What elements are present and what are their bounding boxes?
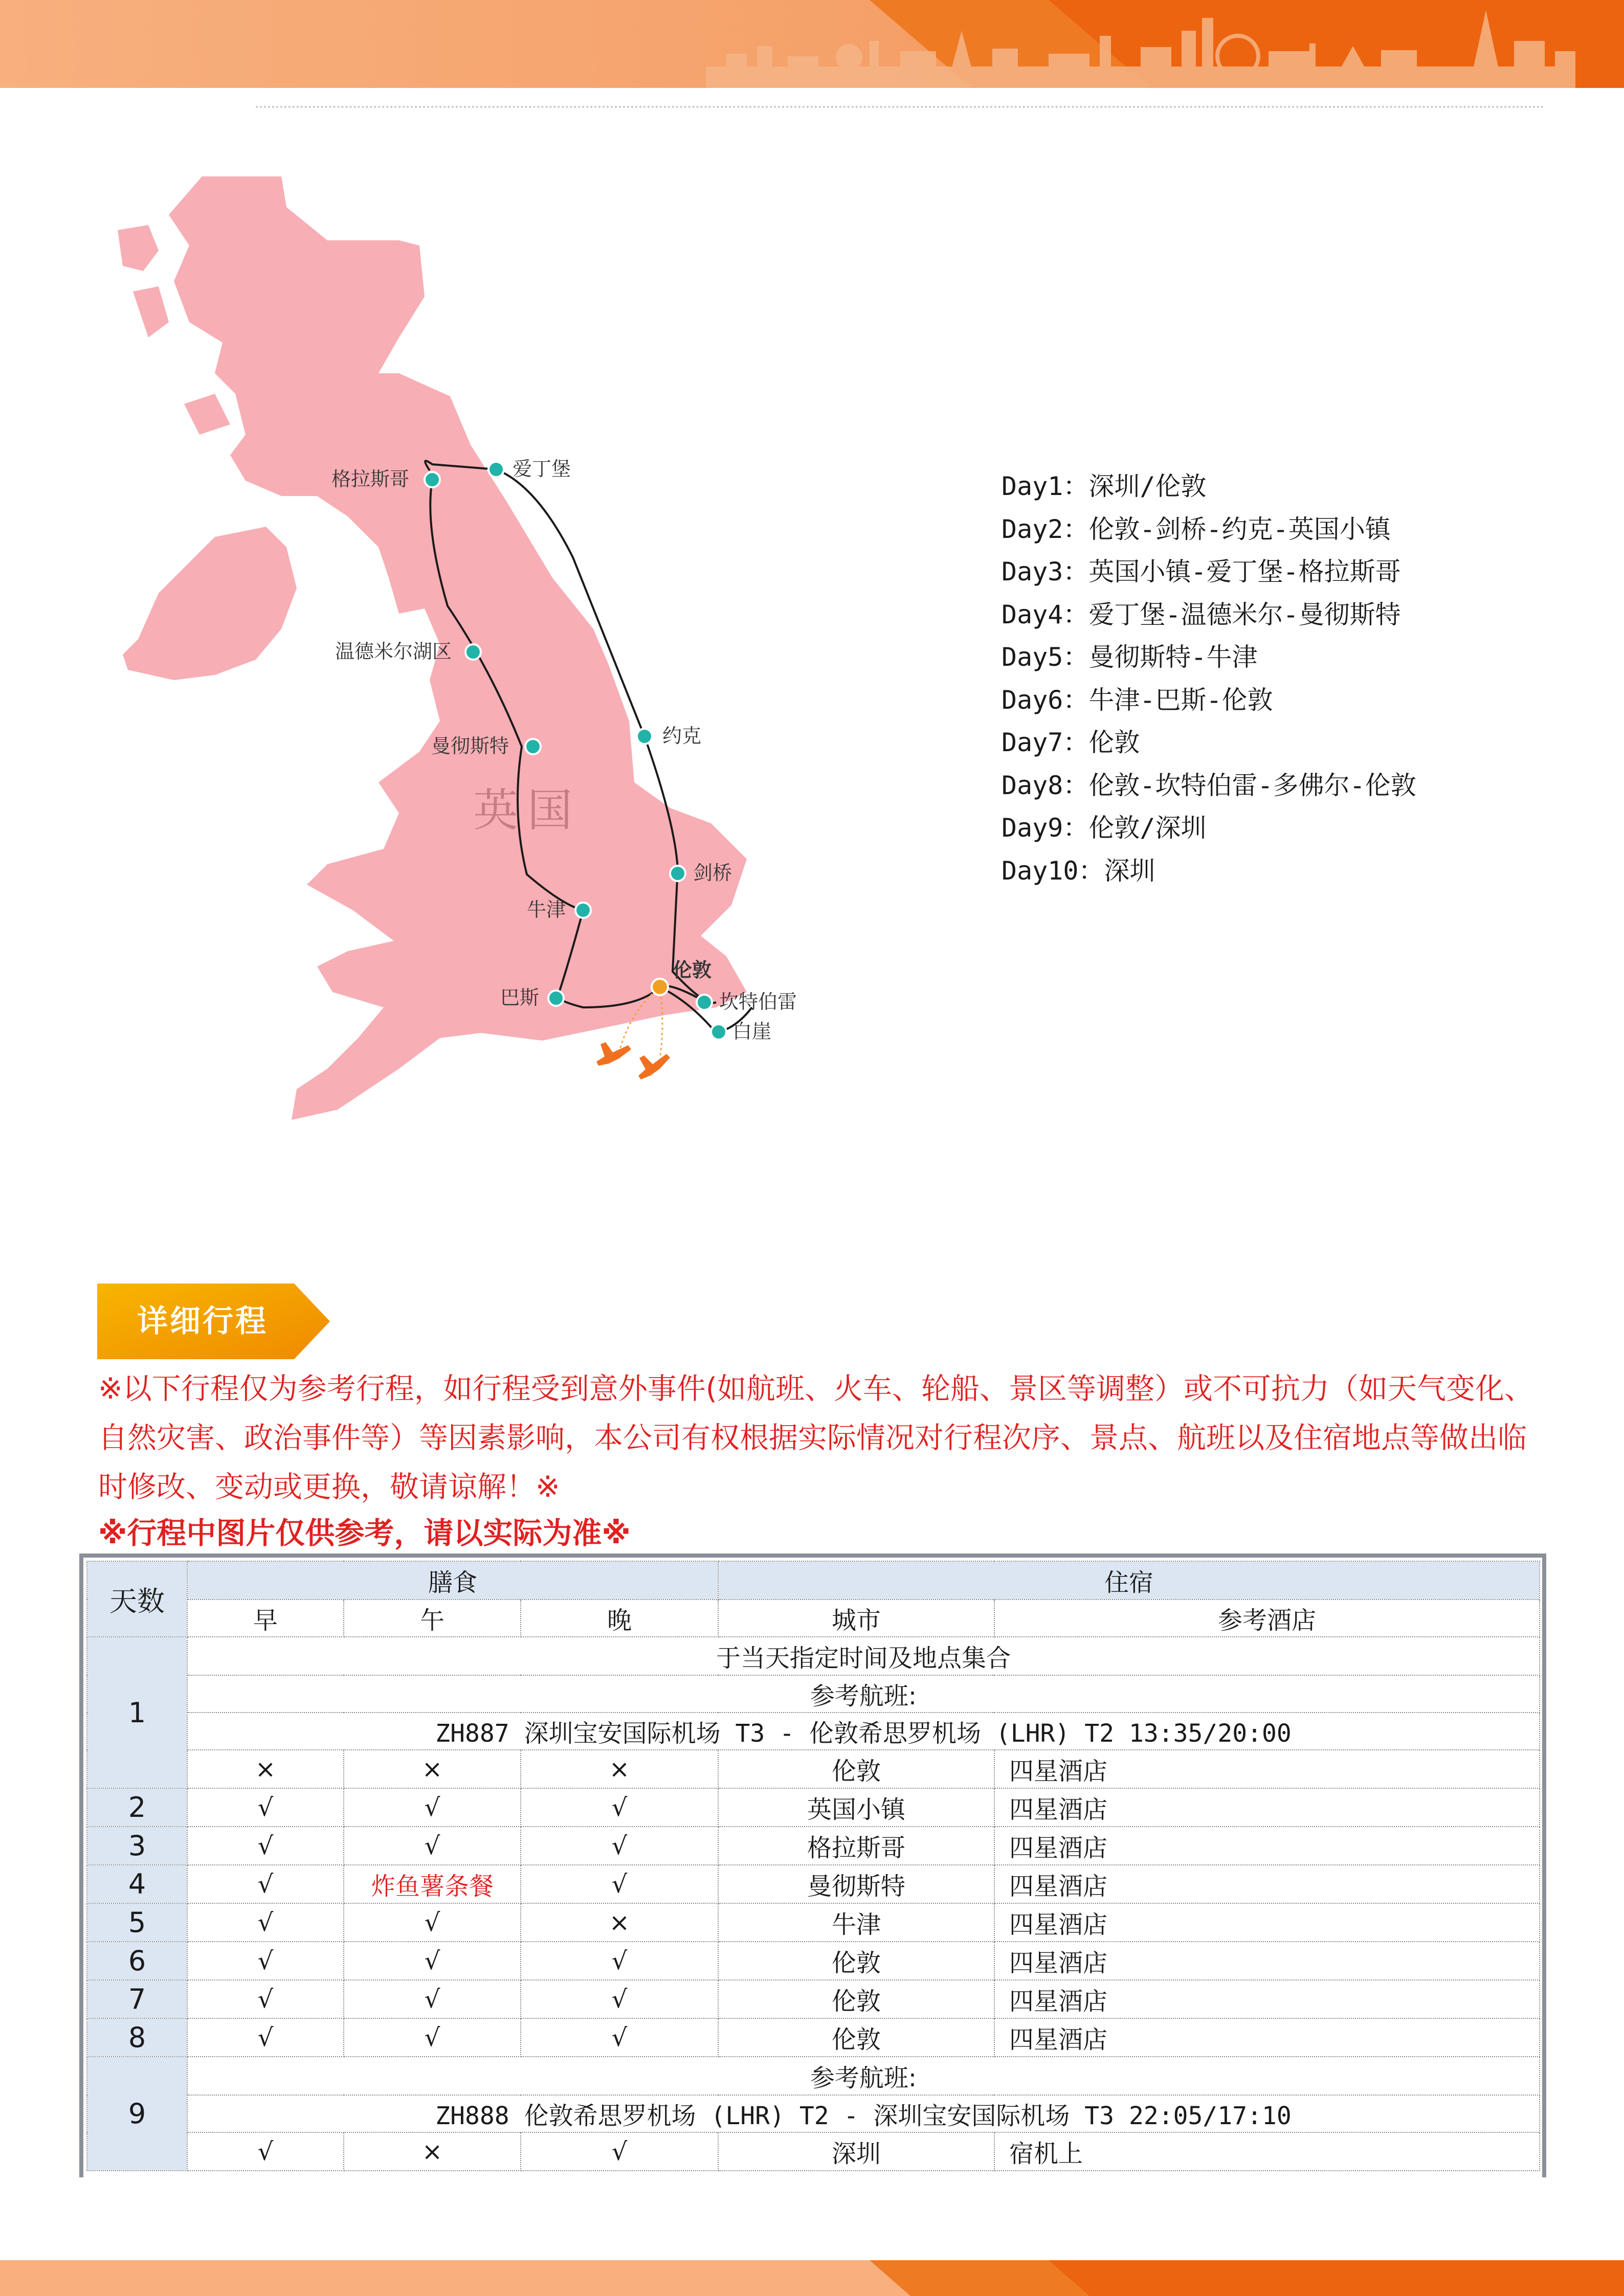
island-shape [184,394,230,435]
dinner-cell: √ [521,1942,718,1980]
breakfast-cell: √ [187,1903,344,1942]
dinner-cell: √ [521,1865,718,1903]
day-summary-item: Day6：牛津-巴斯-伦敦 [1002,685,1273,715]
itinerary-summary [1002,465,1564,892]
header-meals: 膳食 [187,1561,718,1600]
city-cell: 格拉斯哥 [718,1827,994,1865]
day-number: 7 [87,1980,187,2018]
table-row [87,2057,1540,2095]
itinerary-disclaimer: ※以下行程仅为参考行程，如行程受到意外事件(如航班、火车、轮船、景区等调整）或不可抗力（如天气变化、自然灾害、政治事件等）等因素影响，本公司有权根据实际情况对行程次序、景点、航班以及住宿地点等做出临时修改、变动或更换，敬请谅解！※ [98,1372,1533,1504]
city-cell: 伦敦 [718,2018,994,2057]
header-banner [0,0,1624,88]
breakfast-cell: √ [187,1865,344,1903]
section-title: 详细行程 [137,1303,268,1339]
day-number: 4 [87,1865,187,1903]
city-label-oxford: 牛津 [527,898,566,921]
hotel-cell: 四星酒店 [994,1865,1540,1903]
hotel-cell: 四星酒店 [994,1750,1540,1788]
island-shape [118,225,159,271]
section-badge [97,1284,332,1359]
table-row [87,1980,1540,2018]
city-label-glasgow: 格拉斯哥 [331,468,410,490]
city-label-manchester: 曼彻斯特 [431,735,509,757]
city-cell: 伦敦 [718,1980,994,2018]
dinner-cell: √ [521,1788,718,1827]
flight-label: 参考航班: [187,1675,1540,1713]
flight-info: ZH888 伦敦希思罗机场 (LHR) T2 - 深圳宝安国际机场 T3 22:05/17:10 [187,2095,1540,2132]
table-row [87,1827,1540,1865]
table-row [87,1903,1540,1942]
header-lodging: 住宿 [718,1561,1540,1600]
city-cell: 伦敦 [718,1750,994,1788]
breakfast-cell: √ [187,1827,344,1865]
plane-icon [596,1042,670,1079]
city-cell: 伦敦 [718,1942,994,1980]
dinner-cell: √ [521,2132,718,2171]
breakfast-cell: √ [187,1942,344,1980]
header-day: 天数 [87,1561,187,1637]
hotel-cell: 四星酒店 [994,1827,1540,1865]
header-lunch: 午 [344,1600,521,1637]
city-cell: 深圳 [718,2132,994,2171]
city-label-canterbury: 坎特伯雷 [719,991,797,1013]
city-label-york: 约克 [662,725,702,747]
flight-label: 参考航班: [187,2057,1540,2095]
table-row [87,2132,1540,2171]
image-disclaimer: ※行程中图片仅供参考，请以实际为准※ [98,1516,631,1550]
lunch-cell: √ [344,1827,521,1865]
country-label: 英国 [473,784,582,837]
table-row [87,1942,1540,1980]
city-label-bath: 巴斯 [500,986,540,1009]
hotel-cell: 四星酒店 [994,1980,1540,2018]
dinner-cell: √ [521,2018,718,2057]
flight-info: ZH887 深圳宝安国际机场 T3 - 伦敦希思罗机场 (LHR) T2 13:35/20:00 [187,1713,1540,1750]
lunch-cell: √ [344,1980,521,2018]
footer-banner [0,2260,1624,2296]
lunch-cell: × [344,2132,521,2171]
day-summary-item: Day9：伦敦/深圳 [1002,813,1207,843]
hotel-cell: 四星酒店 [994,1903,1540,1942]
day-summary-item: Day7：伦敦 [1002,728,1140,757]
day-number: 5 [87,1903,187,1942]
day-summary-item: Day3：英国小镇-爱丁堡-格拉斯哥 [1002,557,1401,587]
breakfast-cell: √ [187,2132,344,2171]
header-breakfast: 早 [187,1600,344,1637]
table-row [87,1637,1540,1675]
day-summary-item: Day1：深圳/伦敦 [1002,471,1207,501]
island-shape [133,286,169,337]
dinner-cell: √ [521,1827,718,1865]
hotel-cell: 四星酒店 [994,1942,1540,1980]
header-hotel: 参考酒店 [994,1600,1540,1637]
day-summary-item: Day10：深圳 [1002,856,1155,886]
lunch-cell-special: 炸鱼薯条餐 [344,1865,521,1903]
hotel-cell: 宿机上 [994,2132,1540,2171]
city-cell: 英国小镇 [718,1788,994,1827]
day-summary-item: Day2：伦敦-剑桥-约克-英国小镇 [1002,514,1391,544]
table-row [87,1865,1540,1903]
breakfast-cell: √ [187,1788,344,1827]
header-dinner: 晚 [521,1600,718,1637]
lunch-cell: √ [344,1903,521,1942]
itinerary-table [79,1554,1546,2177]
day-number: 2 [87,1788,187,1827]
breakfast-cell: × [187,1750,344,1788]
table-row [87,2018,1540,2057]
city-label-cambridge: 剑桥 [693,862,732,884]
day-number: 1 [87,1637,187,1788]
breakfast-cell: √ [187,1980,344,2018]
day-number: 8 [87,2018,187,2057]
city-cell: 曼彻斯特 [718,1865,994,1903]
city-label-white-cliffs: 白崖 [732,1020,772,1043]
hotel-cell: 四星酒店 [994,2018,1540,2057]
lunch-cell: √ [344,1788,521,1827]
lunch-cell: × [344,1750,521,1788]
city-cell: 牛津 [718,1903,994,1942]
lunch-cell: √ [344,2018,521,2057]
uk-route-map [113,169,829,1140]
northern-ireland-shape [123,527,297,680]
day-number: 9 [87,2057,187,2171]
header-divider [256,106,1545,108]
day-summary-item: Day5：曼彻斯特-牛津 [1002,642,1258,672]
day-number: 3 [87,1827,187,1865]
hotel-cell: 四星酒店 [994,1788,1540,1827]
lunch-cell: √ [344,1942,521,1980]
dinner-cell: × [521,1750,718,1788]
dinner-cell: × [521,1903,718,1942]
gather-note: 于当天指定时间及地点集合 [187,1637,1540,1675]
day-summary-item: Day8：伦敦-坎特伯雷-多佛尔-伦敦 [1002,770,1416,800]
city-label-london: 伦敦 [673,959,712,981]
city-label-windermere: 温德米尔湖区 [335,640,452,663]
breakfast-cell: √ [187,2018,344,2057]
day-number: 6 [87,1942,187,1980]
day-summary-item: Day4：爱丁堡-温德米尔-曼彻斯特 [1002,599,1401,629]
city-label-edinburgh: 爱丁堡 [513,458,571,480]
dinner-cell: √ [521,1980,718,2018]
table-row [87,1788,1540,1827]
header-city: 城市 [718,1600,994,1637]
table-row [87,1750,1540,1788]
